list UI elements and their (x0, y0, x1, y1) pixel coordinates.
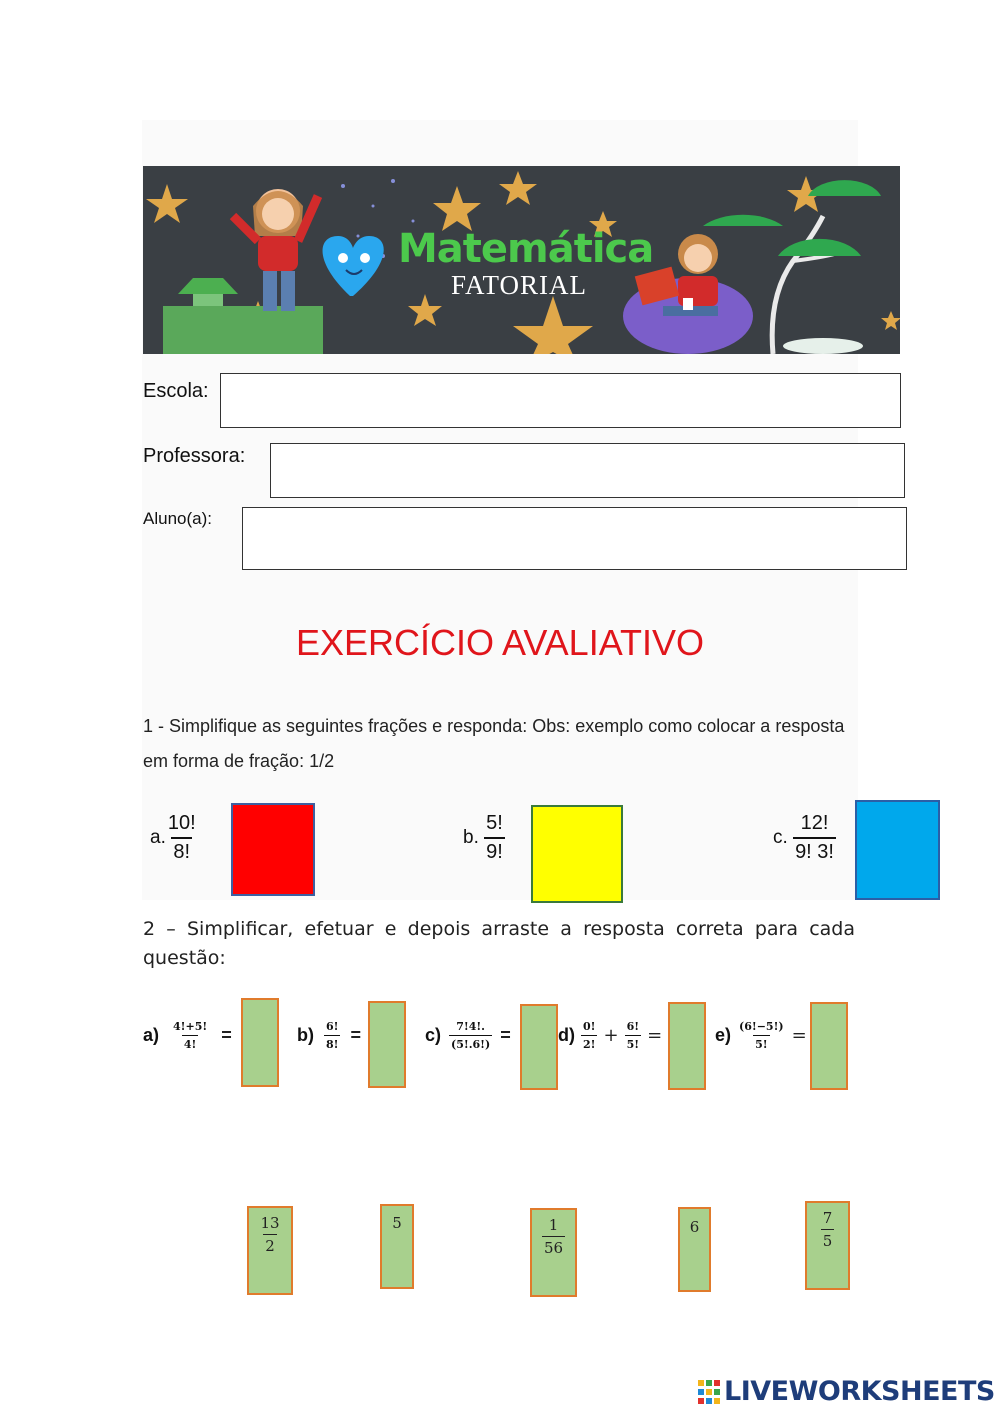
item-label: b) (297, 1025, 314, 1045)
question-1b (463, 812, 505, 864)
equals-sign: = (647, 1025, 663, 1046)
fraction (324, 1020, 340, 1051)
fraction (258, 1214, 281, 1255)
question-2e (715, 1020, 807, 1051)
fraction (542, 1216, 565, 1257)
numerator: 6! (626, 1020, 640, 1033)
numerator: 6! (326, 1020, 339, 1033)
answer-box-1a[interactable] (231, 803, 315, 896)
denominator: 4! (182, 1035, 198, 1051)
fraction (166, 812, 198, 864)
fraction (484, 812, 505, 864)
equals-sign: = (791, 1025, 807, 1046)
answer-box-1b[interactable] (531, 805, 623, 903)
item-label: d) (558, 1025, 575, 1045)
banner-subtitle: FATORIAL (451, 270, 588, 300)
question-2-text: 2 – Simplificar, efetuar e depois arraste a resposta correta para cada questão: (143, 918, 855, 969)
item-label: a. (150, 827, 166, 849)
fraction (581, 1020, 597, 1051)
denominator: 9! (484, 837, 505, 864)
teacher-input[interactable] (270, 443, 905, 498)
item-label: e) (715, 1025, 732, 1045)
question-2a (143, 1020, 232, 1051)
question-2d (558, 1020, 662, 1051)
question-1-text: 1 - Simplifique as seguintes frações e responda: Obs: exemplo como colocar a resposta em forma de fração: 1/2 (143, 716, 845, 771)
denominator: (5!.6!) (449, 1035, 492, 1051)
page-title: EXERCÍCIO AVALIATIVO (295, 622, 705, 663)
answer-tile[interactable] (247, 1206, 293, 1295)
avatar-girl-jumping (233, 189, 318, 311)
fraction (821, 1209, 835, 1250)
denominator: 8! (324, 1035, 340, 1051)
denominator: 2! (581, 1035, 597, 1051)
drop-zone-2c[interactable] (520, 1004, 558, 1090)
answer-tile[interactable] (380, 1204, 414, 1289)
answer-tile[interactable] (530, 1208, 577, 1297)
item-label: b. (463, 827, 479, 849)
numerator: 0! (583, 1020, 596, 1033)
drop-zone-2d[interactable] (668, 1002, 706, 1090)
star-icon (513, 296, 593, 354)
item-label: c. (773, 827, 788, 849)
numerator: 5! (486, 812, 503, 834)
answer-tile[interactable] (678, 1207, 711, 1292)
equals-sign: = (350, 1025, 361, 1045)
tile-value: 5 (392, 1214, 402, 1232)
numerator: 10! (167, 812, 196, 834)
item-label: a) (143, 1025, 160, 1045)
question-2c (425, 1020, 511, 1051)
answer-tile[interactable] (805, 1201, 850, 1290)
question-1a (150, 812, 198, 864)
drop-zone-2e[interactable] (810, 1002, 848, 1090)
numerator: 7 (822, 1209, 833, 1227)
star-icon (499, 171, 537, 205)
tile-value: 6 (689, 1218, 700, 1236)
star-icon (146, 184, 188, 223)
numerator: 1 (548, 1216, 559, 1234)
plus-sign: + (603, 1025, 619, 1046)
heart-mascot-icon (323, 236, 384, 296)
denominator: 56 (542, 1236, 565, 1257)
fraction (171, 1020, 209, 1051)
answer-box-1c[interactable] (855, 800, 940, 900)
denominator: 5! (753, 1035, 769, 1051)
denominator: 8! (171, 837, 192, 864)
star-icon (881, 311, 900, 330)
drop-zone-2b[interactable] (368, 1001, 406, 1088)
fraction (793, 812, 836, 864)
denominator: 5 (821, 1229, 835, 1250)
equals-sign: = (221, 1025, 232, 1045)
student-label: Aluno(a): (143, 509, 212, 528)
school-input[interactable] (220, 373, 901, 428)
numerator: 4!+5! (173, 1020, 208, 1033)
denominator: 5! (625, 1035, 641, 1051)
numerator: 7!4!. (456, 1020, 486, 1033)
fraction (449, 1020, 492, 1051)
star-icon (408, 294, 442, 326)
equals-sign: = (500, 1025, 511, 1045)
question-2b (297, 1020, 361, 1051)
numerator: 13 (260, 1214, 280, 1232)
student-input[interactable] (242, 507, 907, 570)
teacher-label: Professora: (143, 445, 246, 467)
school-label: Escola: (143, 380, 209, 402)
fraction (625, 1020, 641, 1051)
liveworksheets-logo-icon (698, 1380, 720, 1404)
liveworksheets-brand: LIVEWORKSHEETS (724, 1376, 995, 1407)
item-label: c) (425, 1025, 442, 1045)
drop-zone-2a[interactable] (241, 998, 279, 1087)
header-banner (143, 166, 900, 354)
denominator: 9! 3! (793, 837, 836, 864)
denominator: 2 (263, 1234, 277, 1255)
question-1c (773, 812, 836, 864)
numerator: (6!−5!) (739, 1020, 784, 1033)
star-icon (433, 186, 481, 231)
banner-title: Matemática (398, 226, 654, 272)
numerator: 12! (800, 812, 829, 834)
fraction (737, 1020, 786, 1051)
